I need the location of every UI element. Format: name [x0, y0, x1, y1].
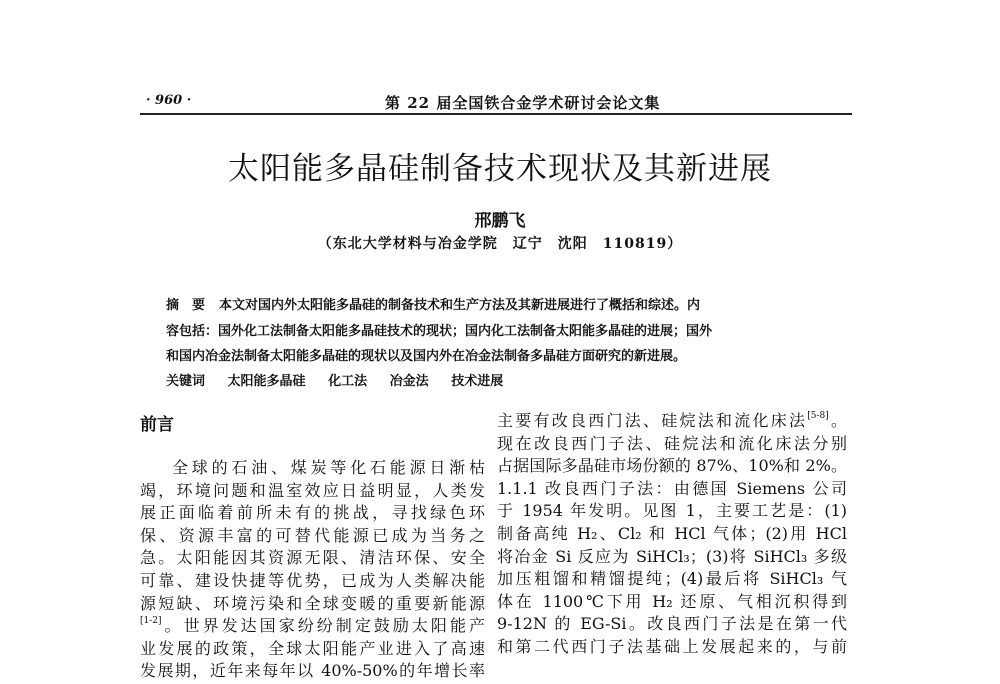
text-line — [497, 591, 847, 614]
abstract-line — [166, 294, 700, 313]
keyword: 化工法 — [328, 374, 368, 389]
line-text: 现在改良西门子法、硅烷法和流化床法分别 — [497, 433, 847, 453]
line-text: 竭，环境问题和温室效应日益明显，人类发 — [140, 480, 485, 500]
citation: [5-8] — [807, 411, 829, 421]
keyword: 技术进展 — [451, 374, 504, 389]
line-text: 保、资源丰富的可替代能源已成为当务之 — [140, 525, 485, 545]
abstract-label: 摘 要 — [166, 298, 206, 313]
line-text: 全球的石油、煤炭等化石能源日渐枯 — [172, 458, 485, 477]
abstract-line: 容包括：国外化工法制备太阳能多晶硅技术的现状；国内化工法制备太阳能多晶硅的进展；国外 — [166, 324, 713, 339]
line-text: 。世界发达国家纷纷制定鼓励太阳能产 — [161, 616, 485, 636]
text-line — [497, 455, 847, 478]
abstract-line: 和国内冶金法制备太阳能多晶硅的现状以及国内外在冶金法制备多晶硅方面研究的新进展。 — [166, 349, 687, 364]
line-text: 和第二代西门子法基础上发展起来的，与前 — [497, 636, 847, 656]
section-heading: 前言 — [140, 415, 174, 435]
text-line — [497, 636, 847, 659]
line-text: 占据国际多晶硅市场份额的 87%、10%和 2%。 — [497, 456, 847, 476]
text-line — [140, 638, 485, 661]
text-line — [140, 480, 485, 503]
author: 邢鹏飞 — [474, 211, 526, 231]
line-text: 主要有改良西门法、硅烷法和流化床法 — [497, 411, 808, 430]
text-line — [497, 410, 847, 433]
text-line — [497, 433, 847, 456]
page-number: · 960 · — [146, 93, 192, 108]
text-line — [140, 593, 485, 616]
line-text: 9-12N 的 EG-Si。改良西门子法是在第一代 — [497, 614, 847, 634]
text-line — [140, 547, 485, 570]
line-text: 1.1.1 改良西门子法：由德国 Siemens 公司 — [497, 478, 847, 498]
line-text: 加压粗馏和精馏提纯；(4)最后将 SiHCl₃ 气 — [497, 569, 847, 589]
line-text: 发展期，近年来每年以 40%-50%的年增长率 — [140, 661, 485, 681]
right-column — [497, 410, 847, 659]
line-text: 急。太阳能因其资源无限、清洁环保、安全 — [140, 548, 485, 568]
keywords — [166, 370, 521, 389]
line-text: 展正面临着前所未有的挑战，寻找绿色环 — [140, 503, 485, 523]
text-line — [140, 525, 485, 548]
text-line — [140, 570, 485, 593]
text-line — [497, 568, 847, 591]
abstract-text: 本文对国内外太阳能多晶硅的制备技术和生产方法及其新进展进行了概括和综述。内 — [219, 298, 701, 313]
running-header: 第 22 届全国铁合金学术研讨会论文集 — [385, 94, 661, 112]
text-line — [497, 546, 847, 569]
line-text: 源短缺、环境污染和全球变暖的重要新能源 — [140, 593, 485, 613]
text-line — [140, 502, 485, 525]
left-column — [140, 457, 485, 683]
header-rule — [140, 113, 852, 115]
keywords-label: 关键词 — [166, 374, 206, 389]
affiliation: （东北大学材料与冶金学院 辽宁 沈阳 110819） — [317, 236, 683, 252]
line-text: 业发展的政策，全球太阳能产业进入了高速 — [140, 638, 485, 658]
line-text: 于 1954 年发明。见图 1，主要工艺是：(1) — [497, 501, 847, 521]
line-text: 可靠、建设快捷等优势，已成为人类解决能 — [140, 570, 485, 590]
paper-title: 太阳能多晶硅制备技术现状及其新进展 — [228, 151, 772, 187]
line-text: 体在 1100℃下用 H₂ 还原、气相沉积得到 — [497, 591, 847, 611]
keyword: 太阳能多晶硅 — [227, 374, 306, 389]
text-line — [140, 660, 485, 683]
text-line — [497, 523, 847, 546]
keyword: 冶金法 — [389, 374, 429, 389]
citation: [1-2] — [140, 616, 162, 627]
text-line — [497, 478, 847, 501]
text-line — [140, 457, 485, 480]
text-line — [497, 500, 847, 523]
text-line — [497, 613, 847, 636]
text-line — [140, 615, 485, 638]
line-text: 。 — [828, 411, 847, 430]
line-text: 将冶金 Si 反应为 SiHCl₃；(3)将 SiHCl₃ 多级 — [497, 546, 847, 566]
line-text: 制备高纯 H₂、Cl₂ 和 HCl 气体；(2)用 HCl — [497, 523, 847, 543]
